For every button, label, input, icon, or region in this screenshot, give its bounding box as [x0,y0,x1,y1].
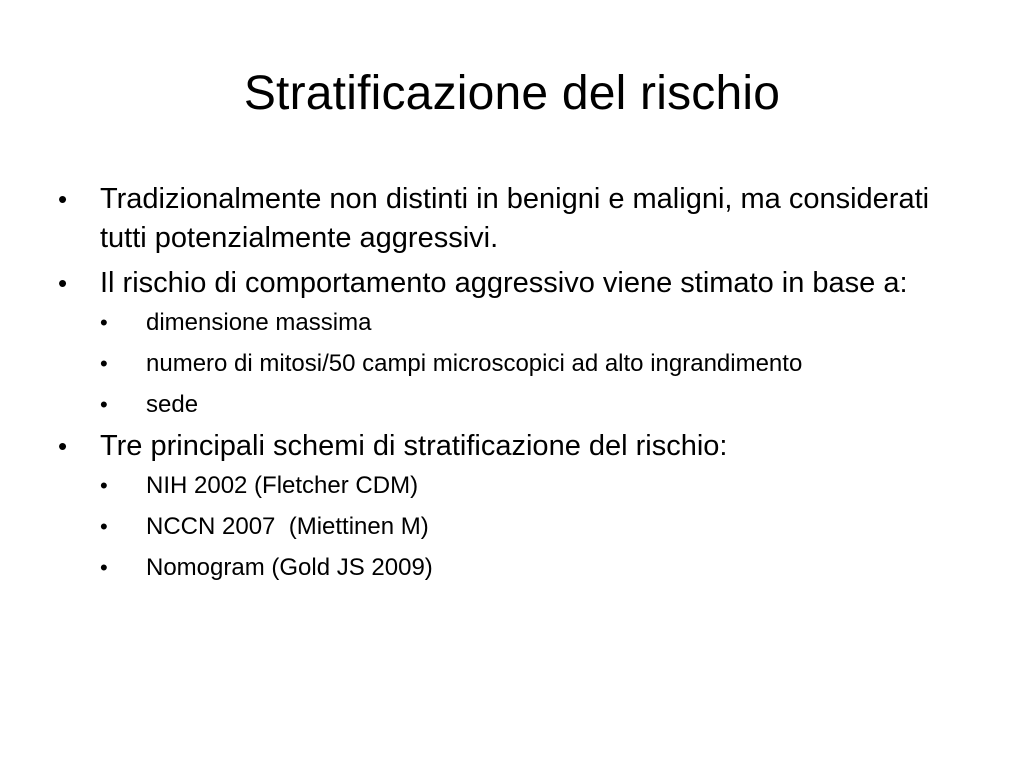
sub-bullet-text: numero di mitosi/50 campi microscopici ad alto ingrandimento [146,350,803,377]
sub-bullet-text: dimensione massima [146,309,372,336]
bullet-icon: • [100,351,108,376]
bullet-icon: • [100,555,108,580]
sub-bullet-item [100,348,846,380]
bullet-icon: • [58,431,68,461]
bullet-icon: • [58,184,68,214]
bullet-icon: • [100,392,108,417]
bullet-item [56,427,976,584]
sub-bullet-item [100,307,846,339]
bullet-item [56,180,976,258]
sub-bullet-text: Nomogram (Gold JS 2009) [146,554,433,581]
bullet-item [56,264,976,421]
sub-bullet-list [100,470,976,584]
sub-bullet-text: sede [146,391,199,418]
bullet-list [56,180,976,584]
sub-bullet-text: NCCN 2007 (Miettinen M) [146,513,429,540]
bullet-icon: • [100,514,108,539]
sub-bullet-item [100,511,846,543]
bullet-icon: • [100,473,108,498]
sub-bullet-text: NIH 2002 (Fletcher CDM) [146,472,419,499]
sub-bullet-list [100,307,976,421]
bullet-text: Tre principali schemi di stratificazione del rischio: [100,430,728,462]
slide-title: Stratificazione del rischio [243,67,781,120]
bullet-icon: • [58,268,68,298]
sub-bullet-item [100,470,846,502]
sub-bullet-item [100,552,846,584]
bullet-text: Il rischio di comportamento aggressivo viene stimato in base a: [100,267,908,299]
sub-bullet-item [100,389,846,421]
bullet-icon: • [100,310,108,335]
bullet-text: Tradizionalmente non distinti in benigni e maligni, ma considerati tutti potenzialmente aggressivi. [100,183,930,254]
